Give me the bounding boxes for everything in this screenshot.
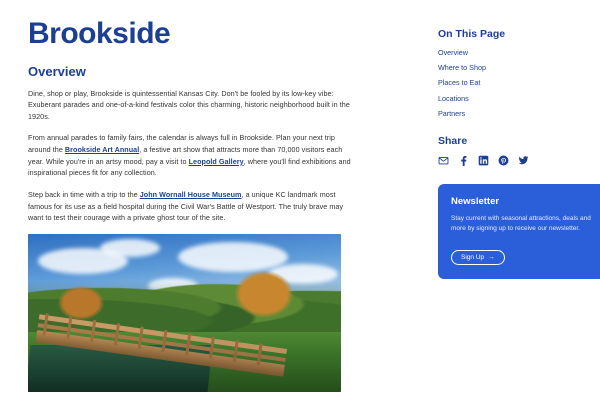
newsletter-signup-label: Sign Up [461, 253, 485, 261]
link-leopold-gallery[interactable]: Leopold Gallery [188, 156, 244, 166]
on-this-page-list [438, 49, 600, 117]
twitter-icon[interactable] [518, 155, 529, 166]
on-this-page-heading: On This Page [438, 28, 506, 40]
facebook-icon[interactable] [458, 155, 469, 166]
link-brookside-art-annual[interactable]: Brookside Art Annual [64, 145, 140, 155]
paragraph-2-text-a: From annual parades to family fairs, the calendar is always full in Brookside. Plan your next trip around the [28, 133, 335, 155]
overview-paragraph-2 [28, 132, 358, 179]
overview-paragraph-3 [28, 189, 358, 224]
photo-vignette [28, 234, 341, 392]
newsletter-description: Stay current with seasonal attractions, deals and more by signing up to receive our newsletter. [451, 215, 591, 233]
paragraph-3-text-a: Step back in time with a trip to the [28, 190, 140, 200]
toc-item-locations[interactable]: Locations [438, 93, 469, 103]
email-icon[interactable] [438, 155, 449, 166]
toc-item-overview[interactable]: Overview [438, 48, 468, 57]
share-icon-row [438, 155, 600, 166]
toc-item-where-to-shop[interactable]: Where to Shop [438, 63, 486, 73]
paragraph-2-text-b: , a festive art show that attracts more than 70,000 visitors each year. While you're in an artsy mood, pay a visit to [28, 145, 343, 166]
toc-item-places-to-eat[interactable]: Places to Eat [438, 78, 481, 88]
linkedin-icon[interactable] [478, 155, 489, 166]
overview-paragraph-1-text: Dine, shop or play, Brookside is quintessential Kansas City. Don't be fooled by its low-key vibe: Exuberant parades and one-of-a-kind festivals color this charming, historic neighborhood built in the 1920s. [28, 88, 350, 121]
arrow-right-icon: → [488, 253, 495, 261]
page-title: Brookside [28, 17, 171, 50]
overview-heading: Overview [28, 63, 86, 79]
overview-paragraph-1 [28, 88, 358, 123]
brookside-photo [28, 234, 341, 392]
share-heading: Share [438, 135, 468, 148]
link-john-wornall-house-museum[interactable]: John Wornall House Museum [139, 190, 242, 200]
newsletter-title: Newsletter [451, 196, 500, 208]
paragraph-3-text-b: , a unique KC landmark most famous for its use as a field hospital during the Civil War's Battle of Westport. The truly brave may want to test their courage with a private ghost tour of the site. [28, 190, 344, 223]
pinterest-icon[interactable] [498, 155, 509, 166]
paragraph-2-text-c: , where you'll find exhibitions and inspirational pieces fit for any collection. [28, 156, 351, 178]
sidebar [438, 18, 600, 400]
newsletter-card [438, 184, 600, 279]
newsletter-signup-button[interactable] [451, 250, 505, 265]
toc-item-partners[interactable]: Partners [438, 108, 466, 118]
main-content [28, 18, 358, 400]
